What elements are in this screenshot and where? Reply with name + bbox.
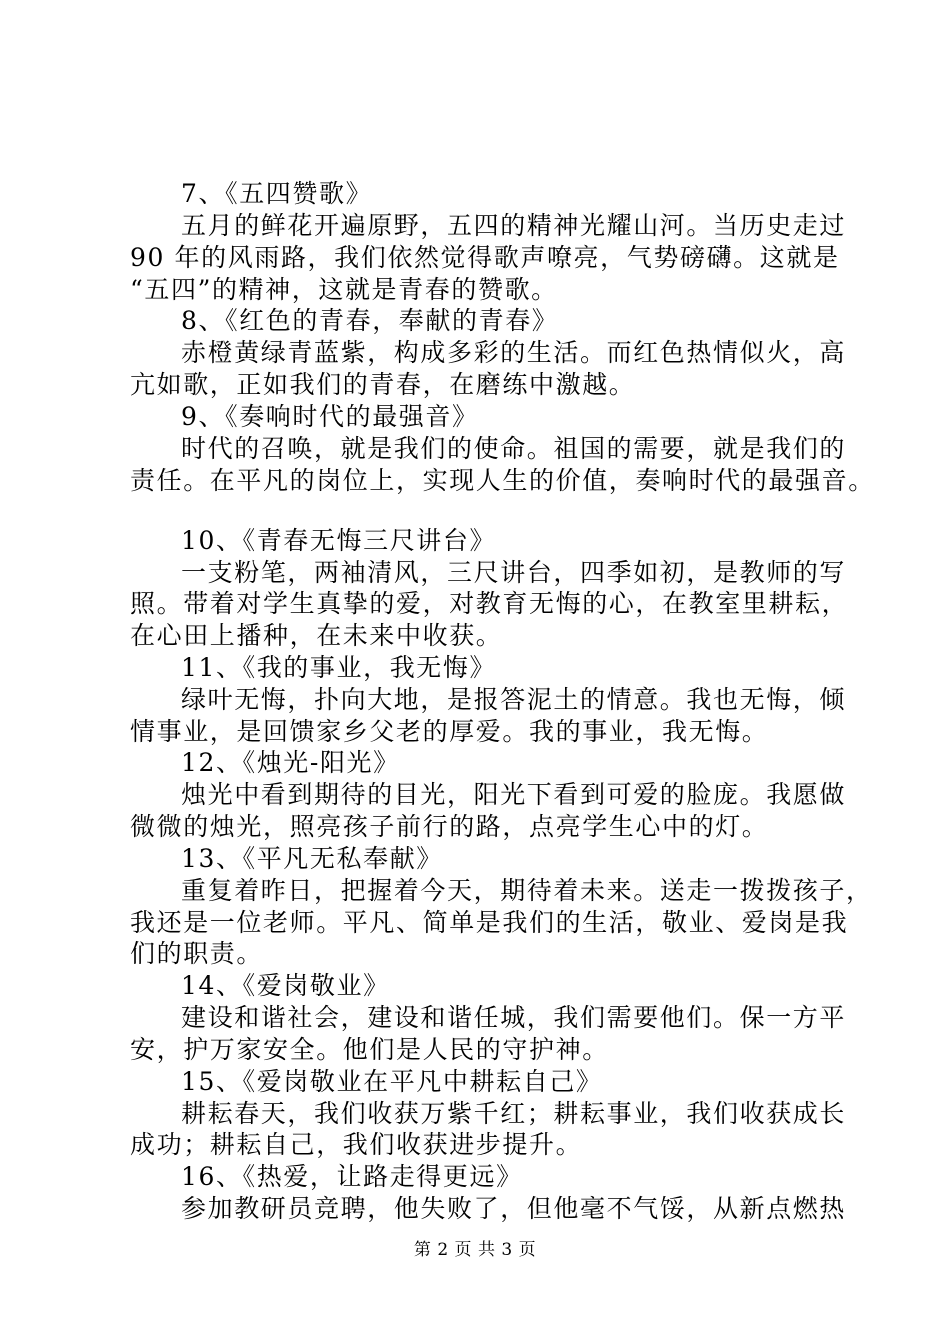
paragraph-line: 照。带着对学生真挚的爱，对教育无悔的心，在教室里耕耘， [130, 589, 849, 618]
heading-15: 15、《爱岗敬业在平凡中耕耘自己》 [181, 1067, 603, 1096]
heading-9: 9、《奏响时代的最强音》 [181, 402, 479, 431]
paragraph-line: “五四”的精神，这就是青春的赞歌。 [130, 275, 558, 304]
heading-7: 7、《五四赞歌》 [181, 179, 373, 208]
heading-10: 10、《青春无悔三尺讲台》 [181, 526, 497, 555]
paragraph-line: 我还是一位老师。平凡、简单是我们的生活，敬业、爱岗是我 [130, 908, 849, 937]
paragraph-line: 责任。在平凡的岗位上，实现人生的价值，奏响时代的最强音。 [130, 466, 875, 495]
paragraph-line: 90 年的风雨路，我们依然觉得歌声嘹亮，气势磅礴。这就是 [130, 243, 840, 272]
heading-8: 8、《红色的青春，奉献的青春》 [181, 306, 559, 335]
paragraph-line: 绿叶无悔，扑向大地，是报答泥土的情意。我也无悔，倾 [181, 685, 847, 714]
heading-16: 16、《热爱，让路走得更远》 [181, 1162, 523, 1191]
heading-13: 13、《平凡无私奉献》 [181, 844, 443, 873]
paragraph-line: 参加教研员竞聘，他失败了，但他毫不气馁，从新点燃热 [181, 1194, 847, 1223]
paragraph-line: 赤橙黄绿青蓝紫，构成多彩的生活。而红色热情似火，高 [181, 338, 847, 367]
paragraph-line: 建设和谐社会，建设和谐任城，我们需要他们。保一方平 [181, 1003, 847, 1032]
heading-11: 11、《我的事业，我无悔》 [181, 653, 497, 682]
paragraph-line: 亢如歌，正如我们的青春，在磨练中激越。 [130, 370, 636, 399]
heading-12: 12、《烛光-阳光》 [181, 748, 400, 777]
paragraph-line: 一支粉笔，两袖清风，三尺讲台，四季如初，是教师的写 [181, 558, 847, 587]
paragraph-line: 耕耘春天，我们收获万紫千红；耕耘事业，我们收获成长 [181, 1099, 847, 1128]
paragraph-line: 成功；耕耘自己，我们收获进步提升。 [130, 1130, 583, 1159]
paragraph-line: 时代的召唤，就是我们的使命。祖国的需要，就是我们的 [181, 434, 847, 463]
paragraph-line: 微微的烛光，照亮孩子前行的路，点亮学生心中的灯。 [130, 812, 769, 841]
paragraph-line: 在心田上播种，在未来中收获。 [130, 621, 503, 650]
paragraph-line: 情事业，是回馈家乡父老的厚爱。我的事业，我无悔。 [130, 717, 769, 746]
page-footer: 第 2 页 共 3 页 [413, 1240, 537, 1260]
paragraph-line: 重复着昨日，把握着今天，期待着未来。送走一拨拨孩子， [181, 876, 873, 905]
paragraph-line: 安，护万家安全。他们是人民的守护神。 [130, 1035, 609, 1064]
paragraph-line: 烛光中看到期待的目光，阳光下看到可爱的脸庞。我愿做 [181, 780, 847, 809]
paragraph-line: 们的职责。 [130, 939, 264, 968]
heading-14: 14、《爱岗敬业》 [181, 971, 390, 1000]
paragraph-line: 五月的鲜花开遍原野，五四的精神光耀山河。当历史走过 [181, 211, 847, 240]
